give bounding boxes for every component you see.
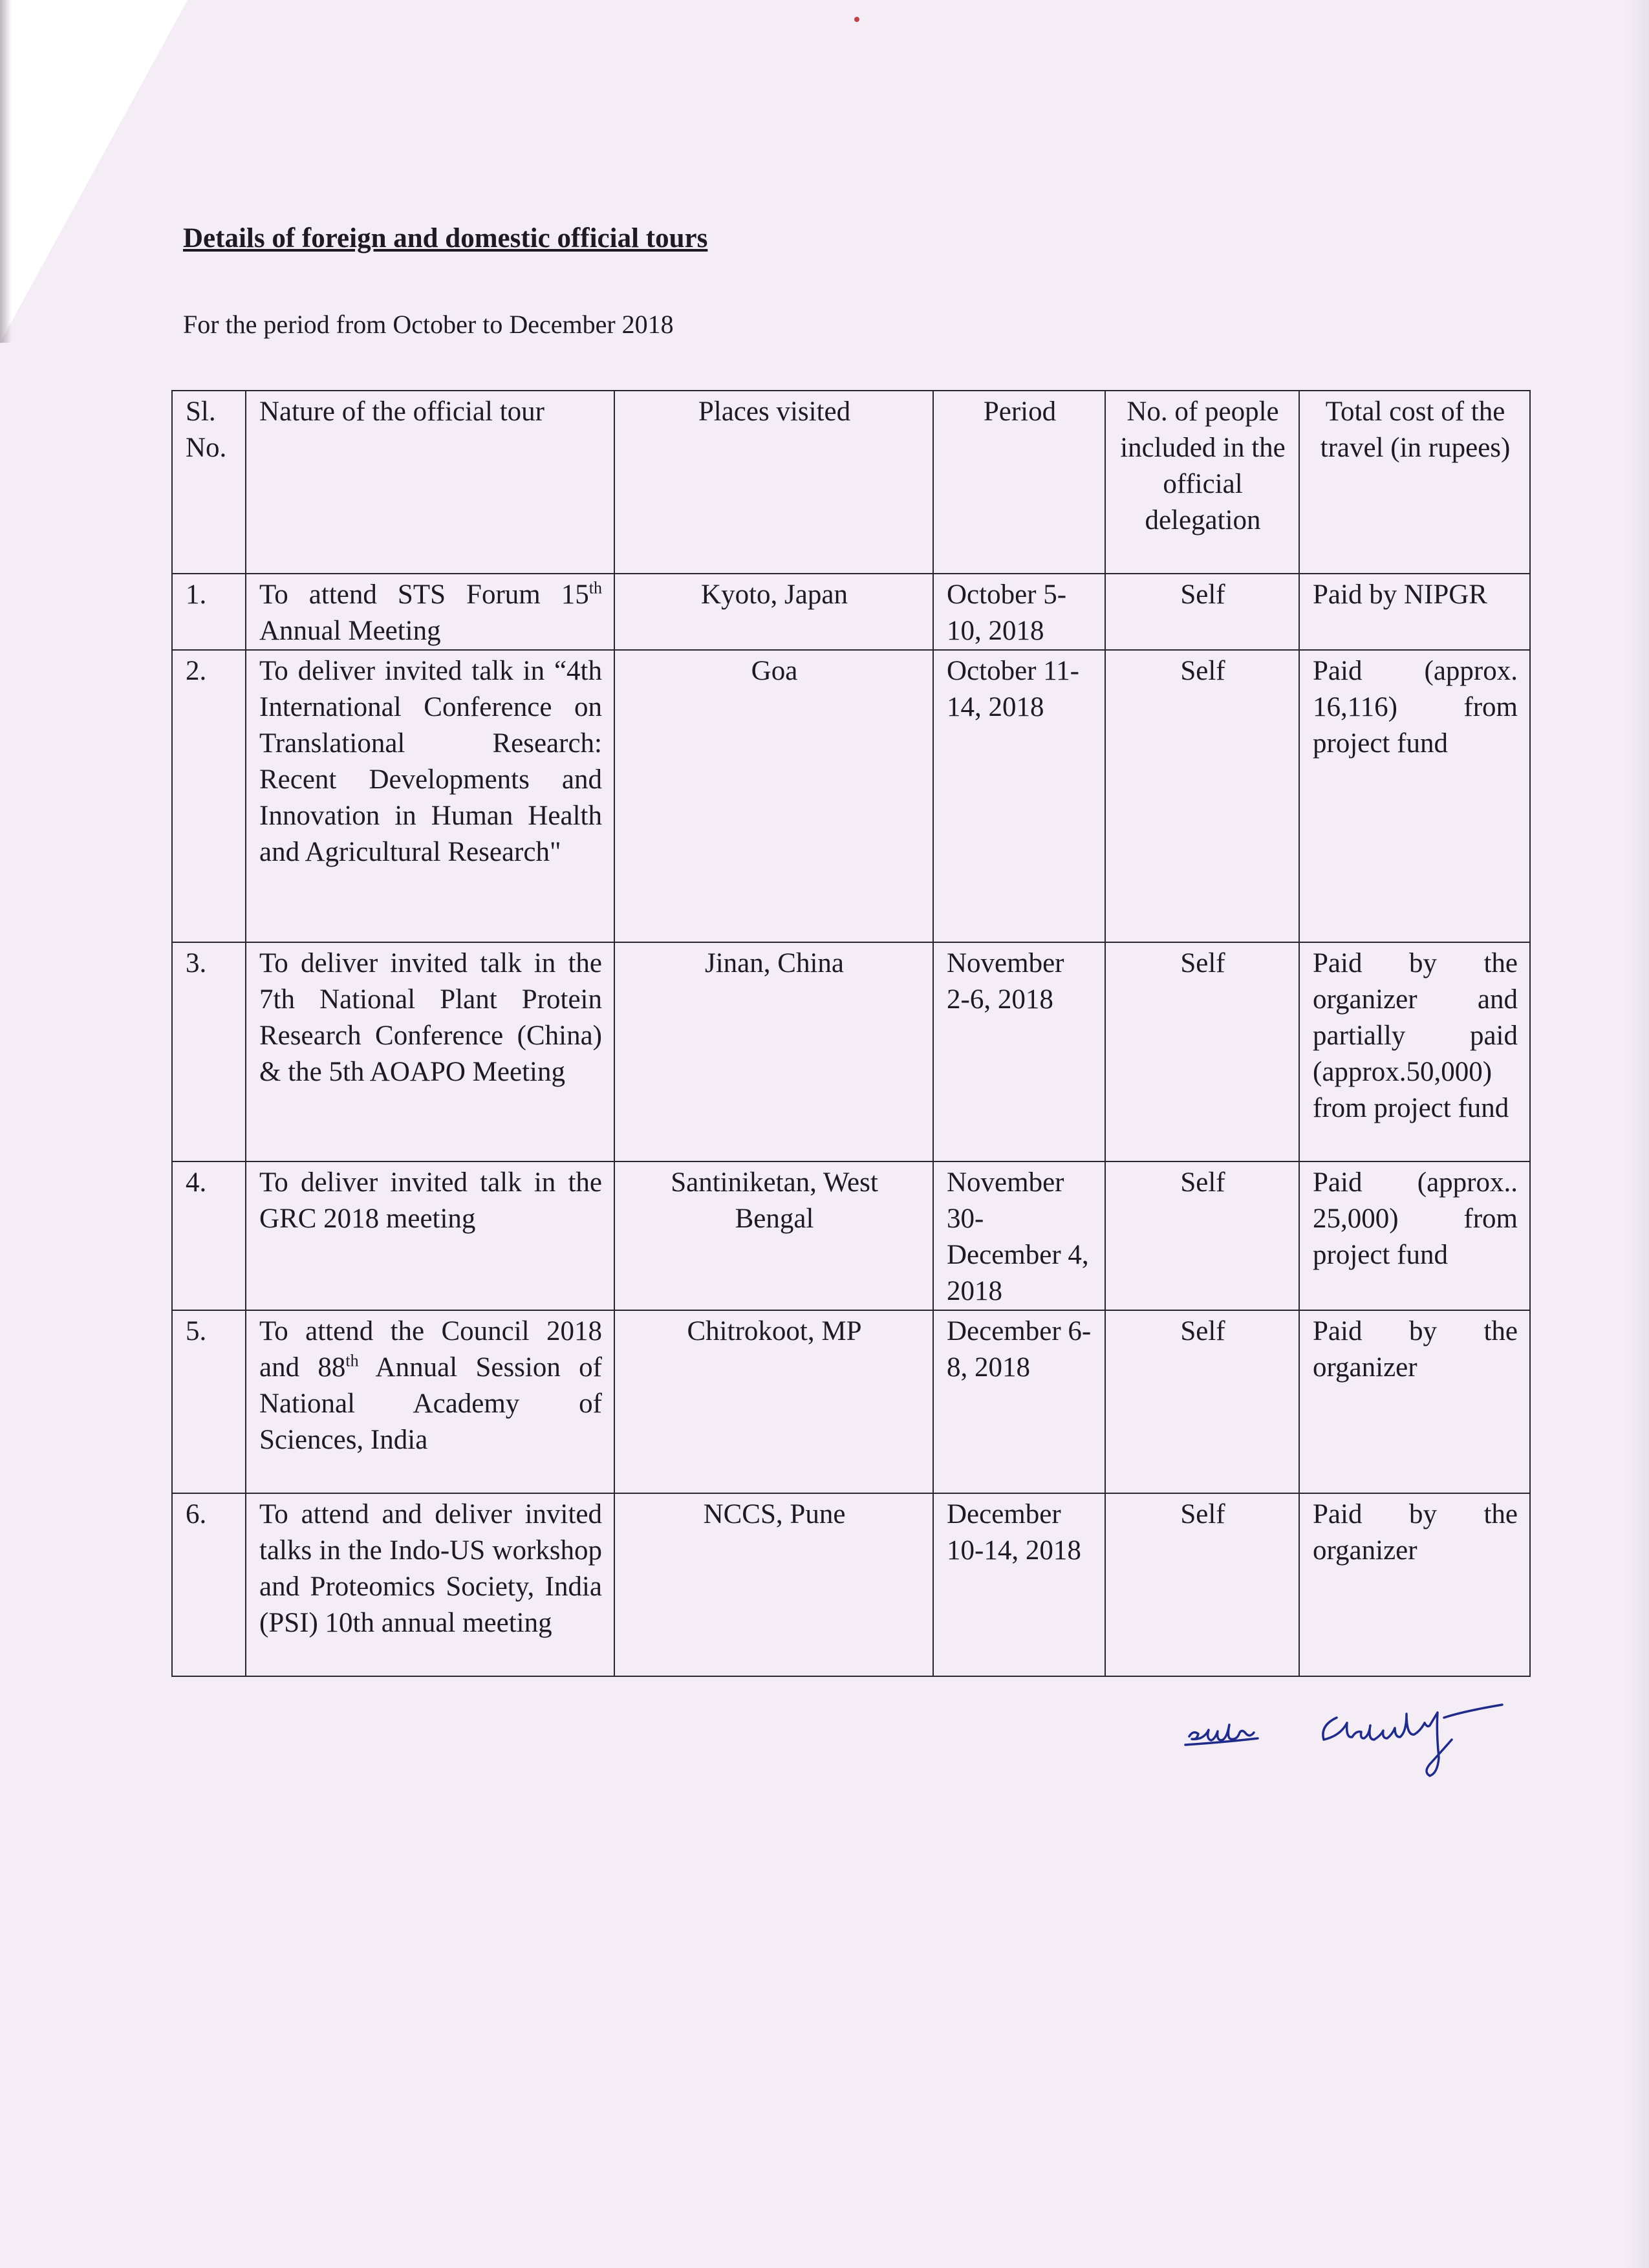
table-row: [172, 1493, 1530, 1676]
cell-period: December 6-8, 2018: [933, 1310, 1105, 1493]
cell-place: Jinan, China: [614, 942, 933, 1161]
cell-place: Chitrokoot, MP: [614, 1310, 933, 1493]
cell-people: Self: [1105, 1310, 1299, 1493]
cell-nature: [246, 1161, 614, 1310]
page-edge: [1623, 0, 1649, 2268]
document-title: Details of foreign and domestic official tours: [183, 223, 708, 254]
cell-cost: Paid (approx. 16,116) from project fund: [1299, 650, 1530, 942]
period-subtitle: For the period from October to December 2018: [183, 310, 674, 339]
cell-people: Self: [1105, 942, 1299, 1161]
table-row: [172, 1310, 1530, 1493]
nature-text: To deliver invited talk in the GRC 2018 meeting: [259, 1167, 602, 1234]
nature-text: To attend STS Forum 15: [259, 579, 589, 610]
cell-cost: Paid by the organizer: [1299, 1493, 1530, 1676]
table-row: [172, 574, 1530, 650]
cell-nature: [246, 1310, 614, 1493]
cell-sl-no: 4.: [172, 1161, 246, 1310]
cell-nature: [246, 574, 614, 650]
table-header-row: [172, 391, 1530, 574]
cell-cost: Paid by NIPGR: [1299, 574, 1530, 650]
cell-nature: [246, 942, 614, 1161]
cell-sl-no: 5.: [172, 1310, 246, 1493]
header-cost: Total cost of the travel (in rupees): [1299, 391, 1530, 574]
table-row: [172, 942, 1530, 1161]
cell-sl-no: 3.: [172, 942, 246, 1161]
cell-period: October 5-10, 2018: [933, 574, 1105, 650]
cell-sl-no: 6.: [172, 1493, 246, 1676]
nature-text: To deliver invited talk in “4th International Conference on Translational Research: Recent Developments and Innovation in Human Health and Agricultural Research": [259, 656, 602, 867]
signature: [1180, 1681, 1516, 1791]
cell-period: November 30-December 4, 2018: [933, 1161, 1105, 1310]
cell-nature: [246, 650, 614, 942]
cell-nature: [246, 1493, 614, 1676]
header-period: Period: [933, 391, 1105, 574]
cell-place: NCCS, Pune: [614, 1493, 933, 1676]
cell-period: November 2-6, 2018: [933, 942, 1105, 1161]
cell-place: Goa: [614, 650, 933, 942]
table-row: [172, 650, 1530, 942]
ordinal-superscript: th: [345, 1351, 359, 1370]
cell-people: Self: [1105, 574, 1299, 650]
cell-place: Kyoto, Japan: [614, 574, 933, 650]
table-row: [172, 1161, 1530, 1310]
cell-period: October 11-14, 2018: [933, 650, 1105, 942]
cell-place: Santiniketan, West Bengal: [614, 1161, 933, 1310]
cell-people: Self: [1105, 1493, 1299, 1676]
nature-text: To attend and deliver invited talks in the Indo-US workshop and Proteomics Society, India (PSI) 10th annual meeting: [259, 1499, 602, 1638]
cell-sl-no: 2.: [172, 650, 246, 942]
header-places: Places visited: [614, 391, 933, 574]
cell-cost: Paid by the organizer and partially paid (approx.50,000) from project fund: [1299, 942, 1530, 1161]
folded-corner: [0, 0, 188, 343]
nature-text: To attend the Council 2018 and 88: [259, 1316, 602, 1383]
nature-text-cont: Annual Session of National Academy of Sciences, India: [259, 1352, 602, 1455]
cell-cost: Paid (approx.. 25,000) from project fund: [1299, 1161, 1530, 1310]
header-sl-no: Sl. No.: [172, 391, 246, 574]
ordinal-superscript: th: [588, 578, 602, 598]
ink-dot: [854, 17, 859, 22]
cell-people: Self: [1105, 650, 1299, 942]
nature-text: To deliver invited talk in the 7th National Plant Protein Research Conference (China) & the 5th AOAPO Meeting: [259, 948, 602, 1087]
cell-people: Self: [1105, 1161, 1299, 1310]
fold-shadow: [0, 0, 12, 343]
cell-cost: Paid by the organizer: [1299, 1310, 1530, 1493]
cell-period: December 10-14, 2018: [933, 1493, 1105, 1676]
nature-text-cont: Annual Meeting: [259, 616, 441, 646]
cell-sl-no: 1.: [172, 574, 246, 650]
header-nature: Nature of the official tour: [246, 391, 614, 574]
tours-table: [171, 390, 1531, 1677]
header-people: No. of people included in the official delegation: [1105, 391, 1299, 574]
